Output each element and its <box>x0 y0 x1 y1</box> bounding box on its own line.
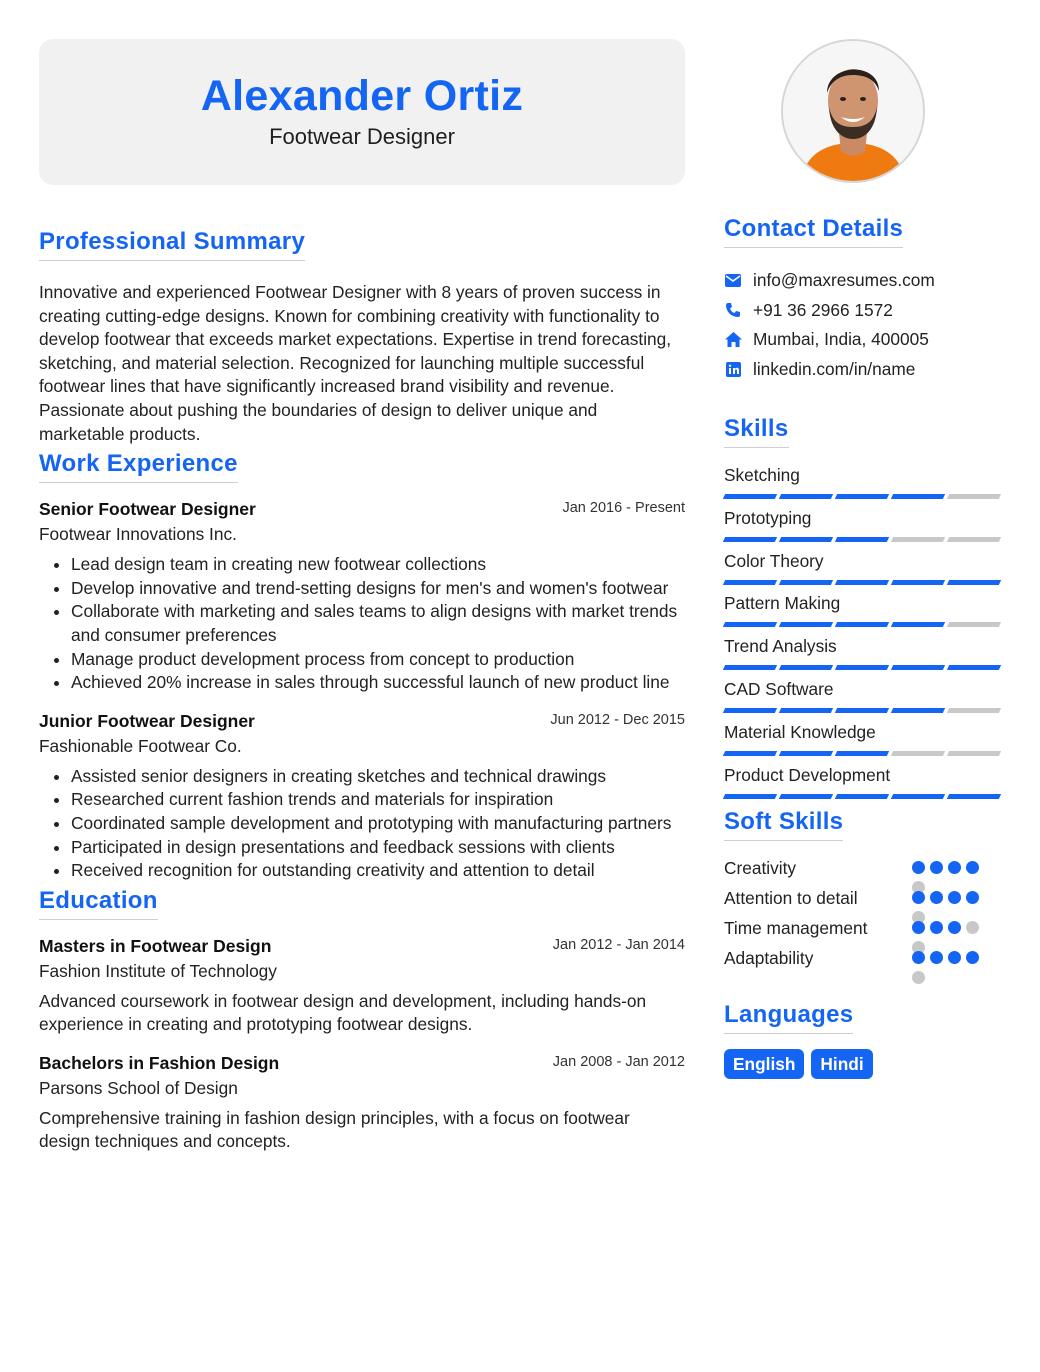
job-entry <box>39 711 685 883</box>
skill-level-segment <box>779 751 833 756</box>
rating-dot <box>966 891 979 904</box>
skill-item <box>724 550 1000 593</box>
skill-level-segment <box>779 665 833 670</box>
skill-level-segment <box>779 794 833 799</box>
skill-level-segment <box>779 537 833 542</box>
soft-skill-name: Adaptability <box>724 948 814 968</box>
skills-heading: Skills <box>724 415 789 448</box>
envelope-icon <box>724 272 742 290</box>
skill-item <box>724 464 1000 507</box>
education-heading: Education <box>39 887 158 920</box>
skill-level-segment <box>947 622 1001 627</box>
skill-level-segment <box>723 580 777 585</box>
rating-dot <box>912 861 925 874</box>
candidate-title: Footwear Designer <box>269 124 455 149</box>
header <box>39 39 685 185</box>
home-icon <box>724 331 742 349</box>
skill-level-bar <box>724 751 1000 756</box>
skill-level-segment <box>779 622 833 627</box>
skill-level-segment <box>947 580 1001 585</box>
skill-level-bar <box>724 665 1000 670</box>
education-school: Parsons School of Design <box>39 1077 238 1098</box>
rating-dot <box>966 951 979 964</box>
soft-skill-name: Time management <box>724 918 868 938</box>
soft-skills-heading: Soft Skills <box>724 808 843 841</box>
skill-item <box>724 592 1000 635</box>
skill-level-segment <box>723 665 777 670</box>
contact-phone-text[interactable]: +91 36 2966 1572 <box>753 299 893 320</box>
rating-dot <box>912 951 925 964</box>
skill-level-segment <box>835 580 889 585</box>
skill-level-segment <box>947 537 1001 542</box>
skill-level-bar <box>724 494 1000 499</box>
soft-skill-rating <box>912 951 986 984</box>
skill-level-segment <box>835 665 889 670</box>
skill-level-bar <box>724 708 1000 713</box>
skill-level-bar <box>724 622 1000 627</box>
soft-skill-item <box>724 916 1004 946</box>
skill-level-segment <box>891 708 945 713</box>
phone-icon <box>724 301 742 319</box>
skill-item <box>724 635 1000 678</box>
job-bullets <box>39 553 685 695</box>
contact-linkedin <box>724 355 1004 385</box>
soft-skills-list <box>724 856 1004 976</box>
contact-heading: Contact Details <box>724 215 903 248</box>
rating-dot <box>948 891 961 904</box>
education-degree: Masters in Footwear Design <box>39 935 272 956</box>
skill-item <box>724 507 1000 550</box>
skills-list <box>724 464 1000 806</box>
skill-level-bar <box>724 580 1000 585</box>
skill-level-segment <box>835 622 889 627</box>
skill-level-segment <box>723 537 777 542</box>
rating-dot <box>930 921 943 934</box>
education-school: Fashion Institute of Technology <box>39 960 277 981</box>
skill-level-segment <box>723 622 777 627</box>
skill-level-segment <box>779 494 833 499</box>
soft-skill-name: Creativity <box>724 858 797 878</box>
education-date: Jan 2008 - Jan 2012 <box>552 1053 685 1070</box>
job-bullet: • Received recognition for outstanding creativity and attention to detail <box>71 859 685 883</box>
education-entry <box>39 1053 685 1154</box>
rating-dot <box>948 861 961 874</box>
avatar <box>781 39 925 183</box>
linkedin-icon <box>724 361 742 379</box>
education-entry <box>39 936 685 1037</box>
education-description: Comprehensive training in fashion design principles, with a focus on footwear design techniques and concepts. <box>39 1107 630 1152</box>
skill-name: Prototyping <box>724 507 812 528</box>
rating-dot <box>948 921 961 934</box>
job-date: Jan 2016 - Present <box>562 500 685 517</box>
skill-name: Material Knowledge <box>724 721 876 742</box>
skill-level-segment <box>835 494 889 499</box>
education-degree: Bachelors in Fashion Design <box>39 1052 280 1073</box>
skill-name: Product Development <box>724 764 891 785</box>
contact-location <box>724 325 1004 355</box>
languages-list <box>724 1049 873 1079</box>
job-bullet: • Collaborate with marketing and sales teams to align designs with market trends and consumer preferences <box>71 600 685 647</box>
skill-level-bar <box>724 794 1000 799</box>
soft-skill-item <box>724 946 1004 976</box>
skill-item <box>724 678 1000 721</box>
contact-email <box>724 266 1004 296</box>
job-role: Junior Footwear Designer <box>39 710 255 731</box>
skill-level-segment <box>723 494 777 499</box>
rating-dot <box>966 921 979 934</box>
contact-phone <box>724 296 1004 326</box>
job-bullet: • Coordinated sample development and prototyping with manufacturing partners <box>71 812 685 836</box>
avatar-portrait-icon <box>783 41 923 181</box>
skill-level-segment <box>891 537 945 542</box>
job-bullets <box>39 765 685 883</box>
soft-skill-item <box>724 856 1004 886</box>
skill-level-segment <box>947 494 1001 499</box>
job-bullet: • Manage product development process from concept to production <box>71 648 685 672</box>
rating-dot <box>966 861 979 874</box>
rating-dot <box>912 971 925 984</box>
contact-location-text: Mumbai, India, 400005 <box>753 329 929 350</box>
job-bullet: • Develop innovative and trend-setting designs for men's and women's footwear <box>71 577 685 601</box>
skill-level-segment <box>891 751 945 756</box>
job-bullet: • Assisted senior designers in creating sketches and technical drawings <box>71 765 685 789</box>
education-description: Advanced coursework in footwear design and development, including hands-on experience in creating and prototyping footwear designs. <box>39 990 647 1035</box>
contact-list <box>724 266 1004 384</box>
education-date: Jan 2012 - Jan 2014 <box>552 936 685 953</box>
work-heading: Work Experience <box>39 450 238 483</box>
job-role: Senior Footwear Designer <box>39 499 256 520</box>
soft-skill-name: Attention to detail <box>724 888 858 908</box>
skill-level-segment <box>835 751 889 756</box>
job-date: Jun 2012 - Dec 2015 <box>550 711 685 728</box>
contact-linkedin-text[interactable]: linkedin.com/in/name <box>753 359 916 380</box>
skill-level-segment <box>891 794 945 799</box>
rating-dot <box>930 861 943 874</box>
skill-level-segment <box>891 622 945 627</box>
skill-level-segment <box>779 708 833 713</box>
contact-email-text[interactable]: info@maxresumes.com <box>753 270 935 291</box>
job-bullet: • Participated in design presentations and feedback sessions with clients <box>71 836 685 860</box>
job-bullet: • Achieved 20% increase in sales through successful launch of new product line <box>71 671 685 695</box>
skill-level-segment <box>835 708 889 713</box>
skill-name: Color Theory <box>724 550 824 571</box>
skill-level-segment <box>723 751 777 756</box>
skill-level-segment <box>891 494 945 499</box>
skill-item <box>724 721 1000 764</box>
summary-heading: Professional Summary <box>39 228 305 261</box>
skill-name: Sketching <box>724 465 800 485</box>
skill-level-bar <box>724 537 1000 542</box>
job-company: Footwear Innovations Inc. <box>39 524 237 545</box>
main-column <box>39 39 685 1154</box>
language-badge: Hindi <box>811 1049 872 1079</box>
rating-dot <box>930 891 943 904</box>
skill-level-segment <box>723 794 777 799</box>
job-company: Fashionable Footwear Co. <box>39 735 242 756</box>
job-bullet: • Researched current fashion trends and materials for inspiration <box>71 788 685 812</box>
skill-level-segment <box>891 665 945 670</box>
rating-dot <box>912 921 925 934</box>
skill-name: CAD Software <box>724 678 834 699</box>
rating-dot <box>948 951 961 964</box>
language-badge: English <box>724 1049 804 1079</box>
rating-dot <box>930 951 943 964</box>
rating-dot <box>912 891 925 904</box>
skill-level-segment <box>835 794 889 799</box>
skill-level-segment <box>835 537 889 542</box>
skill-level-segment <box>779 580 833 585</box>
skill-level-segment <box>723 708 777 713</box>
skill-level-segment <box>947 665 1001 670</box>
skill-level-segment <box>947 751 1001 756</box>
job-entry <box>39 499 685 695</box>
job-bullet: • Lead design team in creating new footwear collections <box>71 553 685 577</box>
soft-skill-item <box>724 886 1004 916</box>
languages-heading: Languages <box>724 1001 853 1034</box>
skill-item <box>724 764 1000 807</box>
candidate-name: Alexander Ortiz <box>200 72 524 120</box>
skill-level-segment <box>891 580 945 585</box>
skill-level-segment <box>947 794 1001 799</box>
skill-name: Pattern Making <box>724 593 841 614</box>
summary-text: Innovative and experienced Footwear Designer with 8 years of proven success in creating cutting-edge designs. Known for combining creativity with functionality to develop footwear that exceeds market expectations. Expertise in trend forecasting, sketching, and material selection. Recognized for launching multiple successful footwear lines that have significantly increased brand visibility and revenue. Passionate about pushing the boundaries of design to deliver unique and marketable products. <box>39 282 672 444</box>
skill-name: Trend Analysis <box>724 636 837 657</box>
skill-level-segment <box>947 708 1001 713</box>
